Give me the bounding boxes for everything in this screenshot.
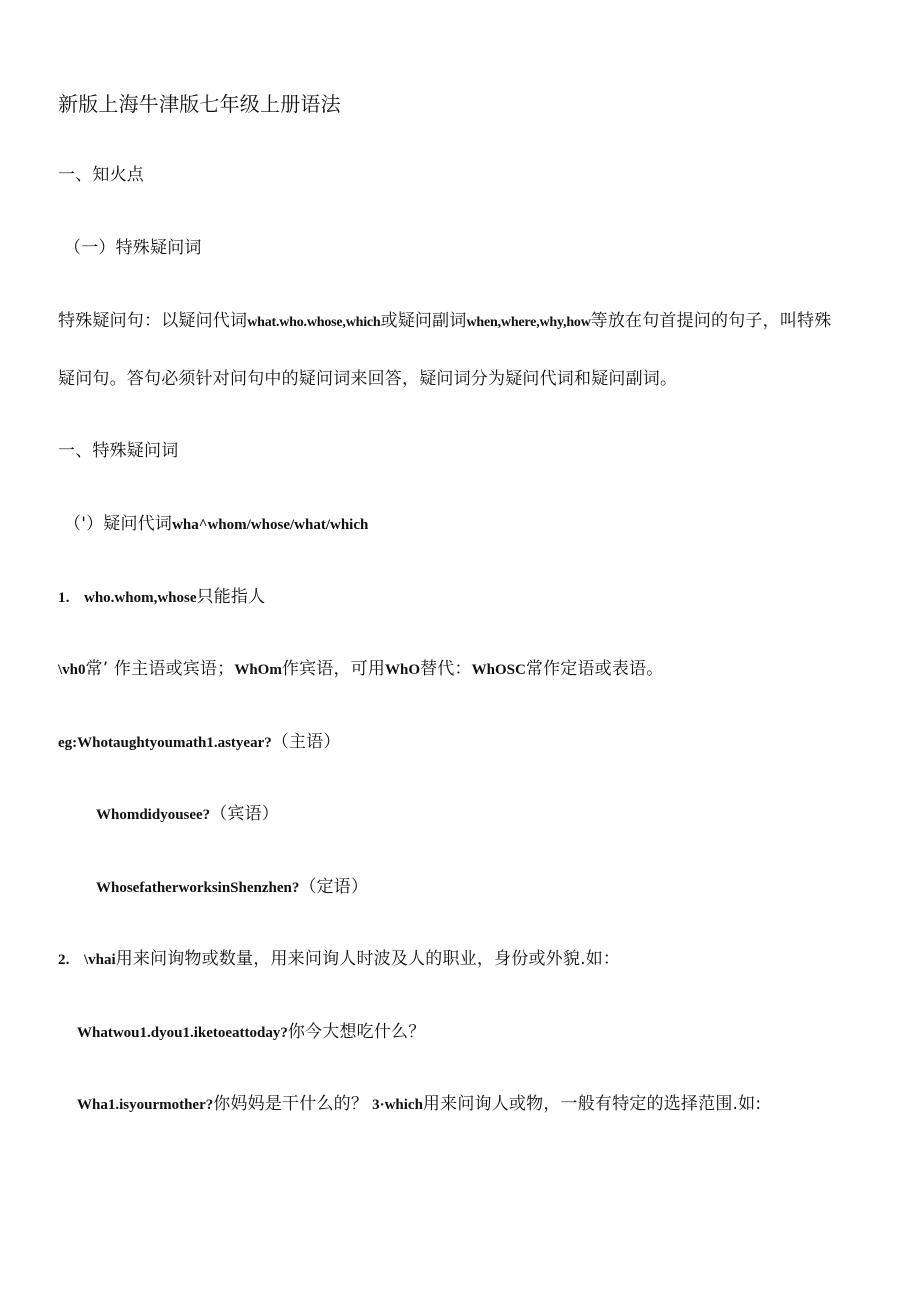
text-run: 用来问询人或物，一般有特定的选择范围.如:	[422, 1094, 762, 1114]
text-run: 等放在句首提问的句子，叫特殊	[590, 311, 832, 331]
text-run: 只能指人	[196, 587, 266, 607]
numbered-item-1	[58, 586, 265, 609]
text-run-latin: when,where,why,how	[466, 315, 591, 330]
example-sentence-4	[77, 1021, 425, 1044]
text-run: 常作定语或表语。	[525, 659, 664, 679]
text-run-latin: \vh0	[58, 662, 86, 678]
paragraph-definition-line-1	[58, 310, 831, 334]
example-sentence-3	[96, 876, 368, 899]
example-sentence-2	[96, 803, 279, 826]
paragraph-definition-line-2: 疑问句。答句必须针对问句中的疑问词来回答，疑问词分为疑问代词和疑问副词。	[58, 369, 678, 389]
subsection-heading-pronouns	[64, 513, 368, 536]
section-heading-question-words: 一、特殊疑问词	[58, 441, 179, 461]
text-run: 用来问询物或数量，用来问询人时波及人的职业，身份或外貌.如：	[115, 949, 621, 969]
text-run: （定语）	[299, 877, 369, 897]
item-number: 2.	[58, 952, 70, 968]
text-run-latin: WhO	[385, 662, 421, 678]
text-run-latin: 3·which	[372, 1097, 423, 1113]
text-run: （主语）	[271, 732, 341, 752]
text-run-latin: who.whom,whose	[84, 590, 197, 606]
text-run-latin: what.who.whose,which	[247, 315, 381, 330]
document-title: 新版上海牛津版七年级上册语法	[58, 92, 341, 116]
text-run-latin: WhOSC	[471, 662, 526, 678]
text-run: 作宾语，可用	[281, 659, 386, 679]
numbered-item-2	[58, 948, 620, 971]
example-sentence-1	[58, 731, 341, 754]
subsection-heading-question-words: （一）特殊疑问词	[64, 238, 202, 258]
usage-note-who	[58, 658, 663, 681]
text-run-latin: Whomdidyousee?	[96, 807, 211, 823]
text-run: 特殊疑问句：以疑问代词	[58, 311, 248, 331]
example-sentence-5	[77, 1093, 761, 1116]
text-run: 你妈妈是干什么的？	[213, 1094, 369, 1114]
text-run-latin: eg:Whotaughtyoumath1.astyear?	[58, 735, 272, 751]
text-run: 或疑问副词	[380, 311, 467, 331]
text-run: （宾语）	[210, 804, 279, 824]
text-run-latin: Whatwou1.dyou1.iketoeattoday?	[77, 1025, 288, 1041]
item-number: 1.	[58, 590, 70, 606]
text-run-latin: wha^whom/whose/what/which	[172, 517, 369, 533]
text-run-latin: WhosefatherworksinShenzhen?	[96, 880, 300, 896]
text-run-latin: WhOm	[234, 662, 282, 678]
text-run-latin: Wha1.isyourmother?	[77, 1097, 214, 1113]
text-run: （'）疑问代词	[64, 514, 173, 534]
text-run: 常’ 作主语或宾语；	[85, 659, 235, 679]
text-run-latin: \vhai	[84, 952, 116, 968]
section-heading-knowledge: 一、知火点	[58, 165, 144, 185]
text-run: 你今大想吃什么？	[287, 1022, 426, 1042]
text-run: 替代：	[420, 659, 472, 679]
